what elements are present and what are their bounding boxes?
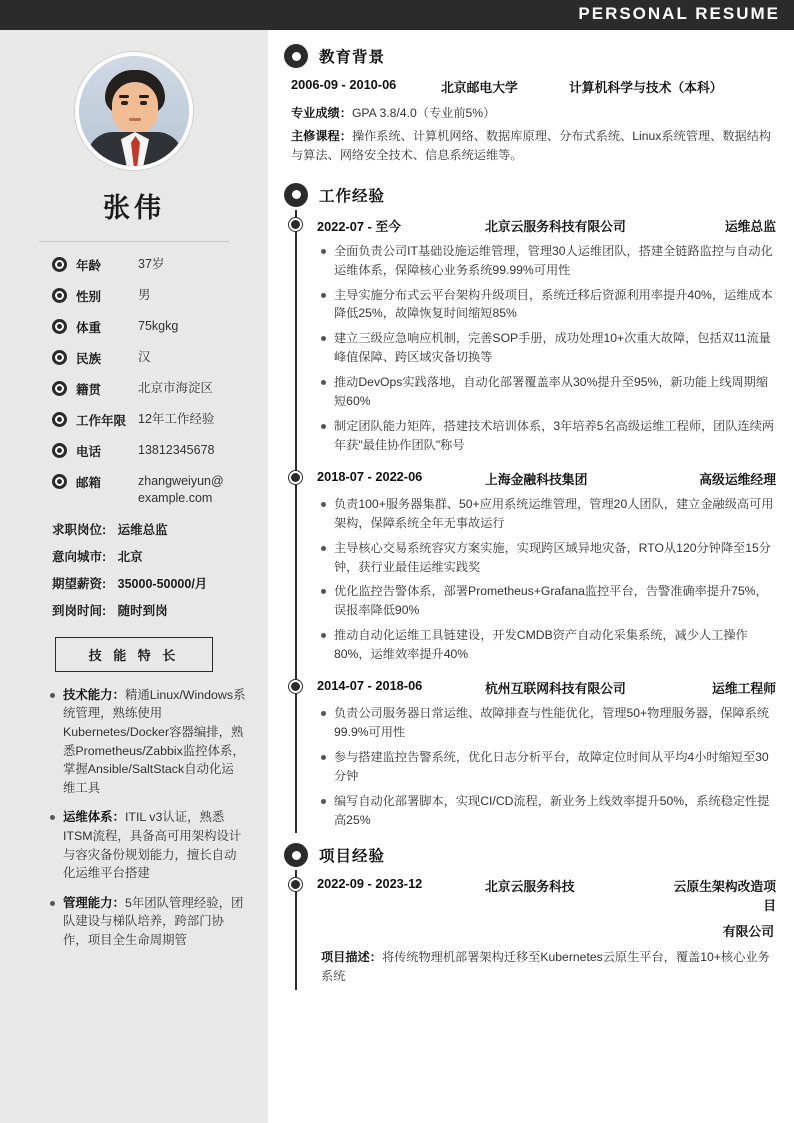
section-header [284, 183, 776, 207]
education-school: 北京邮电大学 [441, 80, 518, 95]
info-label: 籍贯 [76, 383, 102, 397]
info-value: 12年工作经验 [138, 412, 215, 426]
list-item: 推动DevOps实践落地，自动化部署覆盖率从30%提升至95%，新功能上线周期缩短60% [321, 373, 776, 411]
info-label: 民族 [76, 352, 102, 366]
project-company-line2: 有限公司 [722, 924, 774, 940]
work-role: 运维工程师 [712, 681, 776, 697]
info-value: 男 [138, 288, 151, 302]
section-title: 教育背景 [319, 49, 386, 66]
list-item [52, 318, 268, 336]
info-value: zhangweiyun@example.com [138, 474, 224, 505]
section-project [284, 843, 776, 986]
info-label: 性别 [76, 290, 102, 304]
info-label: 工作年限 [76, 414, 127, 428]
project-description [317, 948, 776, 986]
page-header [0, 0, 794, 30]
skill-label: 管理能力： [63, 895, 125, 910]
sidebar [0, 30, 268, 1123]
work-timeline [284, 216, 776, 830]
job-intent-value: 北京 [117, 549, 143, 564]
education-row [291, 77, 776, 96]
list-item [52, 349, 268, 367]
info-label: 邮箱 [76, 476, 102, 490]
avatar [75, 52, 193, 170]
list-item [52, 442, 268, 460]
list-item: 主导实施分布式云平台架构升级项目，系统迁移后资源利用率提升40%，运维成本降低25%，故障恢复时间缩短85% [321, 286, 776, 324]
work-item-header [317, 678, 776, 697]
dot-icon [52, 350, 67, 365]
profile-name: 张伟 [103, 193, 165, 223]
education-score-label: 专业成绩： [291, 106, 352, 120]
list-item [52, 380, 268, 398]
list-item: 推动自动化运维工具链建设，开发CMDB资产自动化采集系统，减少人工操作80%，运维效率提升40% [321, 626, 776, 664]
header-title: PERSONAL RESUME [578, 4, 780, 23]
work-item-header [317, 469, 776, 488]
info-value: 75kgkg [138, 319, 179, 333]
list-item: 建立三级应急响应机制，完善SOP手册，成功处理10+次重大故障，包括双11流量峰值保障、跨区域灾备切换等 [321, 329, 776, 367]
list-item: 负责公司服务器日常运维、故障排查与性能优化，管理50+物理服务器，保障系统99.9%可用性 [321, 704, 776, 742]
section-title: 工作经验 [319, 187, 386, 205]
info-label: 电话 [76, 445, 102, 459]
info-value: 北京市海淀区 [138, 381, 214, 395]
timeline-dot-icon [289, 218, 302, 231]
job-intent-value: 随时到岗 [117, 603, 168, 618]
education-major: 计算机科学与技术（本科） [569, 80, 723, 95]
job-intent-row [52, 547, 268, 565]
education-courses [291, 127, 776, 165]
portrait-photo-icon [79, 56, 189, 166]
info-label: 年龄 [76, 259, 102, 273]
project-desc-value: 将传统物理机部署架构迁移至Kubernetes云原生平台，覆盖10+核心业务系统 [321, 950, 770, 984]
project-item [317, 876, 776, 986]
job-intent-row [52, 574, 268, 592]
section-header [284, 44, 776, 68]
project-name: 云原生架构改造项目 [673, 879, 776, 914]
job-intent-key: 求职岗位: [52, 522, 107, 537]
job-intent-value: 运维总监 [117, 522, 168, 537]
work-date: 2014-07 - 2018-06 [317, 678, 423, 694]
ring-icon [284, 183, 308, 207]
dot-icon [52, 381, 67, 396]
work-item [317, 678, 776, 829]
dot-icon [52, 319, 67, 334]
project-company: 北京云服务科技 [485, 879, 575, 895]
job-intent-key: 期望薪资: [52, 576, 107, 591]
work-points [317, 242, 776, 455]
list-item [52, 256, 268, 274]
list-item [52, 411, 268, 429]
skill-label: 运维体系： [63, 810, 125, 825]
timeline-dot-icon [289, 878, 302, 891]
skills-list [0, 686, 268, 950]
project-timeline [284, 876, 776, 986]
work-role: 高级运维经理 [699, 471, 776, 487]
list-item [50, 686, 246, 798]
list-item: 制定团队能力矩阵，搭建技术培训体系，3年培养5名高级运维工程师，团队连续两年获"最佳协作团队"称号 [321, 417, 776, 455]
main-content [268, 30, 794, 1123]
education-date: 2006-09 - 2010-06 [291, 77, 397, 92]
work-company: 上海金融科技集团 [485, 471, 588, 487]
list-item: 负责100+服务器集群、50+应用系统运维管理，管理20人团队，建立金融级高可用架构，保障系统全年无事故运行 [321, 495, 776, 533]
skills-section-title: 技 能 特 长 [55, 637, 213, 672]
job-intent-block [0, 520, 268, 619]
work-company: 杭州互联网科技有限公司 [485, 681, 626, 697]
list-item [50, 808, 246, 882]
job-intent-row [52, 520, 268, 538]
info-value: 汉 [138, 350, 151, 364]
skill-text: 5年团队管理经验，团队建设与梯队培养，跨部门协作，项目全生命周期管 [63, 895, 244, 948]
dot-icon [52, 288, 67, 303]
work-date: 2018-07 - 2022-06 [317, 468, 423, 484]
education-courses-label: 主修课程： [291, 128, 352, 143]
info-label: 体重 [76, 321, 102, 335]
list-item [50, 894, 246, 950]
work-item [317, 469, 776, 664]
dot-icon [52, 412, 67, 427]
list-item: 优化监控告警体系，部署Prometheus+Grafana监控平台，告警准确率提升75%，误报率降低90% [321, 582, 776, 620]
divider [39, 241, 229, 242]
info-value: 37岁 [138, 257, 165, 271]
section-title: 项目经验 [319, 848, 386, 866]
work-item-header [317, 216, 776, 235]
education-score [291, 104, 776, 123]
list-item [52, 287, 268, 305]
work-points [317, 704, 776, 829]
section-education [284, 44, 776, 165]
phone-icon [52, 443, 67, 458]
info-value: 13812345678 [138, 443, 215, 457]
job-intent-key: 意向城市: [52, 549, 107, 564]
list-item: 参与搭建监控告警系统，优化日志分析平台，故障定位时间从平均4小时缩短至30分钟 [321, 748, 776, 786]
work-company: 北京云服务科技有限公司 [485, 218, 626, 234]
work-role: 运维总监 [724, 218, 776, 234]
work-points [317, 495, 776, 664]
job-intent-row [52, 601, 268, 619]
list-item [52, 473, 268, 507]
work-item [317, 216, 776, 455]
education-body [284, 77, 776, 165]
job-intent-value: 35000-50000/月 [117, 576, 208, 591]
ring-icon [284, 843, 308, 867]
education-courses-value: 操作系统、计算机网络、数据库原理、分布式系统、Linux系统管理、数据结构与算法、网络安全技术、信息系统运维等。 [291, 128, 772, 162]
timeline-dot-icon [289, 680, 302, 693]
list-item: 主导核心交易系统容灾方案实施，实现跨区域异地灾备，RTO从120分钟降至15分钟，获行业最佳运维实践奖 [321, 539, 776, 577]
project-item-header [317, 876, 776, 914]
work-date: 2022-07 - 至今 [317, 218, 401, 234]
job-intent-key: 到岗时间: [52, 603, 107, 618]
project-date: 2022-09 - 2023-12 [317, 876, 423, 892]
mail-icon [52, 474, 67, 489]
project-desc-label: 项目描述： [321, 950, 382, 965]
profile-info-list [0, 256, 268, 507]
ring-icon [284, 44, 308, 68]
section-header [284, 843, 776, 867]
timeline-dot-icon [289, 471, 302, 484]
education-score-value: GPA 3.8/4.0（专业前5%） [351, 106, 496, 120]
skill-text: ITIL v3认证，熟悉ITSM流程，具备高可用架构设计与容灾备份规划能力，擅长自动化运维平台搭建 [63, 810, 242, 881]
list-item: 全面负责公司IT基础设施运维管理，管理30人运维团队，搭建全链路监控与自动化运维体系，保障核心业务系统99.99%可用性 [321, 242, 776, 280]
skill-text: 精通Linux/Windows系统管理，熟练使用Kubernetes/Docker容器编排，熟悉Prometheus/Zabbix监控体系，掌握Ansible/SaltStack自动化运维工具 [63, 687, 246, 795]
dot-icon [52, 257, 67, 272]
section-work [284, 183, 776, 830]
skill-label: 技术能力： [63, 687, 125, 702]
list-item: 编写自动化部署脚本，实现CI/CD流程，新业务上线效率提升50%，系统稳定性提高25% [321, 792, 776, 830]
